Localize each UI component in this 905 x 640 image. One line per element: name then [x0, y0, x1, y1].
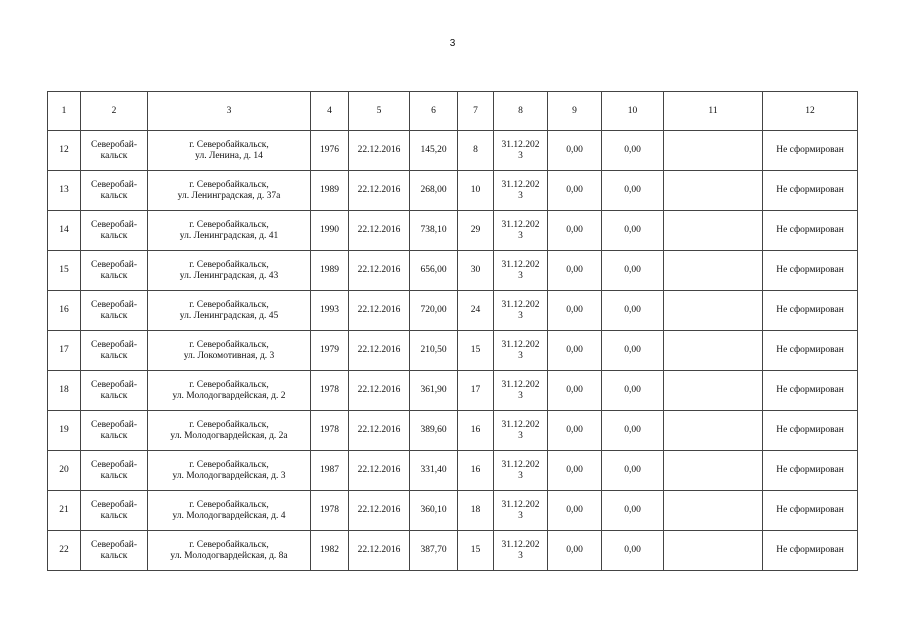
area-cell: 387,70: [410, 531, 458, 571]
row-number: 16: [48, 291, 81, 331]
deadline-line-2: 3: [518, 350, 523, 361]
value-10-cell: 0,00: [602, 291, 664, 331]
municipality-line-1: Северобай-: [90, 419, 138, 430]
value-11-cell: [664, 331, 763, 371]
deadline-line-1: 31.12.202: [501, 459, 540, 470]
header-row: [48, 92, 858, 131]
date-cell: 22.12.2016: [349, 371, 410, 411]
table-row: [48, 251, 858, 291]
date-cell: 22.12.2016: [349, 411, 410, 451]
count-cell: 30: [458, 251, 494, 291]
deadline-cell: [494, 251, 548, 291]
table-row: [48, 491, 858, 531]
municipality-line-2: кальск: [100, 190, 128, 201]
year-cell: 1987: [311, 451, 349, 491]
deadline-cell: [494, 451, 548, 491]
municipality-line-1: Северобай-: [90, 299, 138, 310]
header-cell: 4: [311, 92, 349, 131]
year-cell: 1989: [311, 251, 349, 291]
count-cell: 16: [458, 451, 494, 491]
address-street: ул. Ленина, д. 14: [195, 150, 263, 161]
deadline-cell: [494, 411, 548, 451]
value-11-cell: [664, 531, 763, 571]
municipality-line-2: кальск: [100, 270, 128, 281]
deadline-line-2: 3: [518, 150, 523, 161]
value-10-cell: 0,00: [602, 131, 664, 171]
deadline-line-2: 3: [518, 390, 523, 401]
status-cell: Не сформирован: [763, 411, 858, 451]
address-city: г. Северобайкальск,: [189, 219, 269, 230]
deadline-cell: [494, 491, 548, 531]
address-city: г. Северобайкальск,: [189, 179, 269, 190]
value-10-cell: 0,00: [602, 211, 664, 251]
municipality-line-2: кальск: [100, 350, 128, 361]
address-city: г. Северобайкальск,: [189, 339, 269, 350]
header-cell: 1: [48, 92, 81, 131]
deadline-line-1: 31.12.202: [501, 219, 540, 230]
value-11-cell: [664, 371, 763, 411]
value-9-cell: 0,00: [548, 491, 602, 531]
address-cell: [148, 491, 311, 531]
deadline-cell: [494, 531, 548, 571]
date-cell: 22.12.2016: [349, 251, 410, 291]
value-11-cell: [664, 411, 763, 451]
deadline-line-2: 3: [518, 190, 523, 201]
address-street: ул. Молодогвардейская, д. 2: [172, 390, 286, 401]
area-cell: 360,10: [410, 491, 458, 531]
date-cell: 22.12.2016: [349, 491, 410, 531]
date-cell: 22.12.2016: [349, 171, 410, 211]
deadline-line-1: 31.12.202: [501, 339, 540, 350]
municipality-line-1: Северобай-: [90, 219, 138, 230]
table-row: [48, 411, 858, 451]
status-cell: Не сформирован: [763, 211, 858, 251]
date-cell: 22.12.2016: [349, 211, 410, 251]
year-cell: 1978: [311, 411, 349, 451]
count-cell: 18: [458, 491, 494, 531]
deadline-cell: [494, 371, 548, 411]
table-row: [48, 171, 858, 211]
municipality-cell: [81, 171, 148, 211]
year-cell: 1978: [311, 491, 349, 531]
value-11-cell: [664, 451, 763, 491]
status-cell: Не сформирован: [763, 451, 858, 491]
count-cell: 16: [458, 411, 494, 451]
deadline-line-1: 31.12.202: [501, 379, 540, 390]
status-cell: Не сформирован: [763, 251, 858, 291]
deadline-cell: [494, 211, 548, 251]
address-city: г. Северобайкальск,: [189, 459, 269, 470]
address-cell: [148, 171, 311, 211]
deadline-line-1: 31.12.202: [501, 139, 540, 150]
header-cell: 7: [458, 92, 494, 131]
value-10-cell: 0,00: [602, 331, 664, 371]
value-10-cell: 0,00: [602, 251, 664, 291]
value-10-cell: 0,00: [602, 171, 664, 211]
municipality-line-2: кальск: [100, 150, 128, 161]
deadline-cell: [494, 131, 548, 171]
value-9-cell: 0,00: [548, 291, 602, 331]
header-cell: 12: [763, 92, 858, 131]
address-street: ул. Ленинградская, д. 41: [179, 230, 279, 241]
municipality-line-2: кальск: [100, 230, 128, 241]
table-row: [48, 531, 858, 571]
deadline-line-2: 3: [518, 550, 523, 561]
municipality-cell: [81, 131, 148, 171]
municipality-line-2: кальск: [100, 390, 128, 401]
status-cell: Не сформирован: [763, 131, 858, 171]
address-street: ул. Молодогвардейская, д. 2а: [170, 430, 288, 441]
area-cell: 210,50: [410, 331, 458, 371]
value-11-cell: [664, 491, 763, 531]
year-cell: 1979: [311, 331, 349, 371]
address-cell: [148, 251, 311, 291]
municipality-cell: [81, 331, 148, 371]
area-cell: 720,00: [410, 291, 458, 331]
value-11-cell: [664, 211, 763, 251]
address-city: г. Северобайкальск,: [189, 139, 269, 150]
status-cell: Не сформирован: [763, 291, 858, 331]
area-cell: 145,20: [410, 131, 458, 171]
area-cell: 268,00: [410, 171, 458, 211]
status-cell: Не сформирован: [763, 531, 858, 571]
municipality-line-2: кальск: [100, 310, 128, 321]
municipality-cell: [81, 411, 148, 451]
deadline-cell: [494, 291, 548, 331]
municipality-cell: [81, 211, 148, 251]
area-cell: 738,10: [410, 211, 458, 251]
row-number: 18: [48, 371, 81, 411]
deadline-line-1: 31.12.202: [501, 179, 540, 190]
table-row: [48, 211, 858, 251]
header-cell: 9: [548, 92, 602, 131]
municipality-line-1: Северобай-: [90, 259, 138, 270]
address-city: г. Северобайкальск,: [189, 539, 269, 550]
value-9-cell: 0,00: [548, 371, 602, 411]
header-cell: 5: [349, 92, 410, 131]
area-cell: 361,90: [410, 371, 458, 411]
count-cell: 17: [458, 371, 494, 411]
address-street: ул. Ленинградская, д. 37а: [177, 190, 281, 201]
deadline-line-2: 3: [518, 310, 523, 321]
municipality-line-1: Северобай-: [90, 339, 138, 350]
status-cell: Не сформирован: [763, 331, 858, 371]
deadline-line-1: 31.12.202: [501, 419, 540, 430]
area-cell: 389,60: [410, 411, 458, 451]
deadline-cell: [494, 171, 548, 211]
municipality-line-2: кальск: [100, 510, 128, 521]
municipality-cell: [81, 371, 148, 411]
year-cell: 1982: [311, 531, 349, 571]
value-9-cell: 0,00: [548, 531, 602, 571]
deadline-line-2: 3: [518, 510, 523, 521]
table-row: [48, 331, 858, 371]
address-street: ул. Молодогвардейская, д. 4: [172, 510, 286, 521]
value-9-cell: 0,00: [548, 171, 602, 211]
header-cell: 10: [602, 92, 664, 131]
status-cell: Не сформирован: [763, 171, 858, 211]
address-street: ул. Молодогвардейская, д. 8а: [170, 550, 288, 561]
header-cell: 11: [664, 92, 763, 131]
value-9-cell: 0,00: [548, 211, 602, 251]
year-cell: 1990: [311, 211, 349, 251]
value-9-cell: 0,00: [548, 251, 602, 291]
count-cell: 8: [458, 131, 494, 171]
value-11-cell: [664, 251, 763, 291]
address-cell: [148, 371, 311, 411]
count-cell: 10: [458, 171, 494, 211]
address-cell: [148, 451, 311, 491]
header-cell: 2: [81, 92, 148, 131]
area-cell: 656,00: [410, 251, 458, 291]
value-10-cell: 0,00: [602, 451, 664, 491]
row-number: 12: [48, 131, 81, 171]
count-cell: 15: [458, 531, 494, 571]
date-cell: 22.12.2016: [349, 531, 410, 571]
municipality-line-1: Северобай-: [90, 379, 138, 390]
table-row: [48, 131, 858, 171]
year-cell: 1978: [311, 371, 349, 411]
municipality-cell: [81, 531, 148, 571]
value-11-cell: [664, 291, 763, 331]
row-number: 20: [48, 451, 81, 491]
housing-table: [47, 91, 858, 571]
deadline-line-1: 31.12.202: [501, 299, 540, 310]
value-9-cell: 0,00: [548, 331, 602, 371]
table-row: [48, 451, 858, 491]
header-cell: 8: [494, 92, 548, 131]
year-cell: 1976: [311, 131, 349, 171]
deadline-line-1: 31.12.202: [501, 499, 540, 510]
address-cell: [148, 531, 311, 571]
address-cell: [148, 291, 311, 331]
value-10-cell: 0,00: [602, 371, 664, 411]
row-number: 17: [48, 331, 81, 371]
row-number: 21: [48, 491, 81, 531]
address-cell: [148, 131, 311, 171]
value-10-cell: 0,00: [602, 491, 664, 531]
address-city: г. Северобайкальск,: [189, 419, 269, 430]
deadline-line-2: 3: [518, 270, 523, 281]
municipality-line-1: Северобай-: [90, 139, 138, 150]
value-9-cell: 0,00: [548, 451, 602, 491]
municipality-line-1: Северобай-: [90, 539, 138, 550]
address-city: г. Северобайкальск,: [189, 379, 269, 390]
header-cell: 3: [148, 92, 311, 131]
municipality-line-1: Северобай-: [90, 179, 138, 190]
address-street: ул. Молодогвардейская, д. 3: [172, 470, 286, 481]
status-cell: Не сформирован: [763, 491, 858, 531]
table-row: [48, 291, 858, 331]
year-cell: 1993: [311, 291, 349, 331]
row-number: 13: [48, 171, 81, 211]
date-cell: 22.12.2016: [349, 451, 410, 491]
municipality-line-1: Северобай-: [90, 459, 138, 470]
value-10-cell: 0,00: [602, 411, 664, 451]
address-cell: [148, 411, 311, 451]
address-street: ул. Ленинградская, д. 43: [179, 270, 279, 281]
area-cell: 331,40: [410, 451, 458, 491]
row-number: 22: [48, 531, 81, 571]
municipality-line-2: кальск: [100, 470, 128, 481]
value-11-cell: [664, 171, 763, 211]
date-cell: 22.12.2016: [349, 331, 410, 371]
date-cell: 22.12.2016: [349, 131, 410, 171]
address-cell: [148, 331, 311, 371]
count-cell: 24: [458, 291, 494, 331]
deadline-line-1: 31.12.202: [501, 259, 540, 270]
address-city: г. Северобайкальск,: [189, 499, 269, 510]
header-cell: 6: [410, 92, 458, 131]
value-9-cell: 0,00: [548, 131, 602, 171]
row-number: 14: [48, 211, 81, 251]
address-street: ул. Ленинградская, д. 45: [179, 310, 279, 321]
address-city: г. Северобайкальск,: [189, 259, 269, 270]
address-cell: [148, 211, 311, 251]
row-number: 19: [48, 411, 81, 451]
municipality-cell: [81, 451, 148, 491]
value-11-cell: [664, 131, 763, 171]
year-cell: 1989: [311, 171, 349, 211]
value-9-cell: 0,00: [548, 411, 602, 451]
deadline-line-1: 31.12.202: [501, 539, 540, 550]
deadline-line-2: 3: [518, 230, 523, 241]
count-cell: 15: [458, 331, 494, 371]
date-cell: 22.12.2016: [349, 291, 410, 331]
municipality-cell: [81, 251, 148, 291]
municipality-line-2: кальск: [100, 550, 128, 561]
municipality-cell: [81, 291, 148, 331]
municipality-line-1: Северобай-: [90, 499, 138, 510]
deadline-cell: [494, 331, 548, 371]
page-number: 3: [449, 38, 456, 49]
address-city: г. Северобайкальск,: [189, 299, 269, 310]
municipality-line-2: кальск: [100, 430, 128, 441]
deadline-line-2: 3: [518, 430, 523, 441]
value-10-cell: 0,00: [602, 531, 664, 571]
count-cell: 29: [458, 211, 494, 251]
status-cell: Не сформирован: [763, 371, 858, 411]
deadline-line-2: 3: [518, 470, 523, 481]
address-street: ул. Локомотивная, д. 3: [183, 350, 275, 361]
row-number: 15: [48, 251, 81, 291]
table-row: [48, 371, 858, 411]
municipality-cell: [81, 491, 148, 531]
